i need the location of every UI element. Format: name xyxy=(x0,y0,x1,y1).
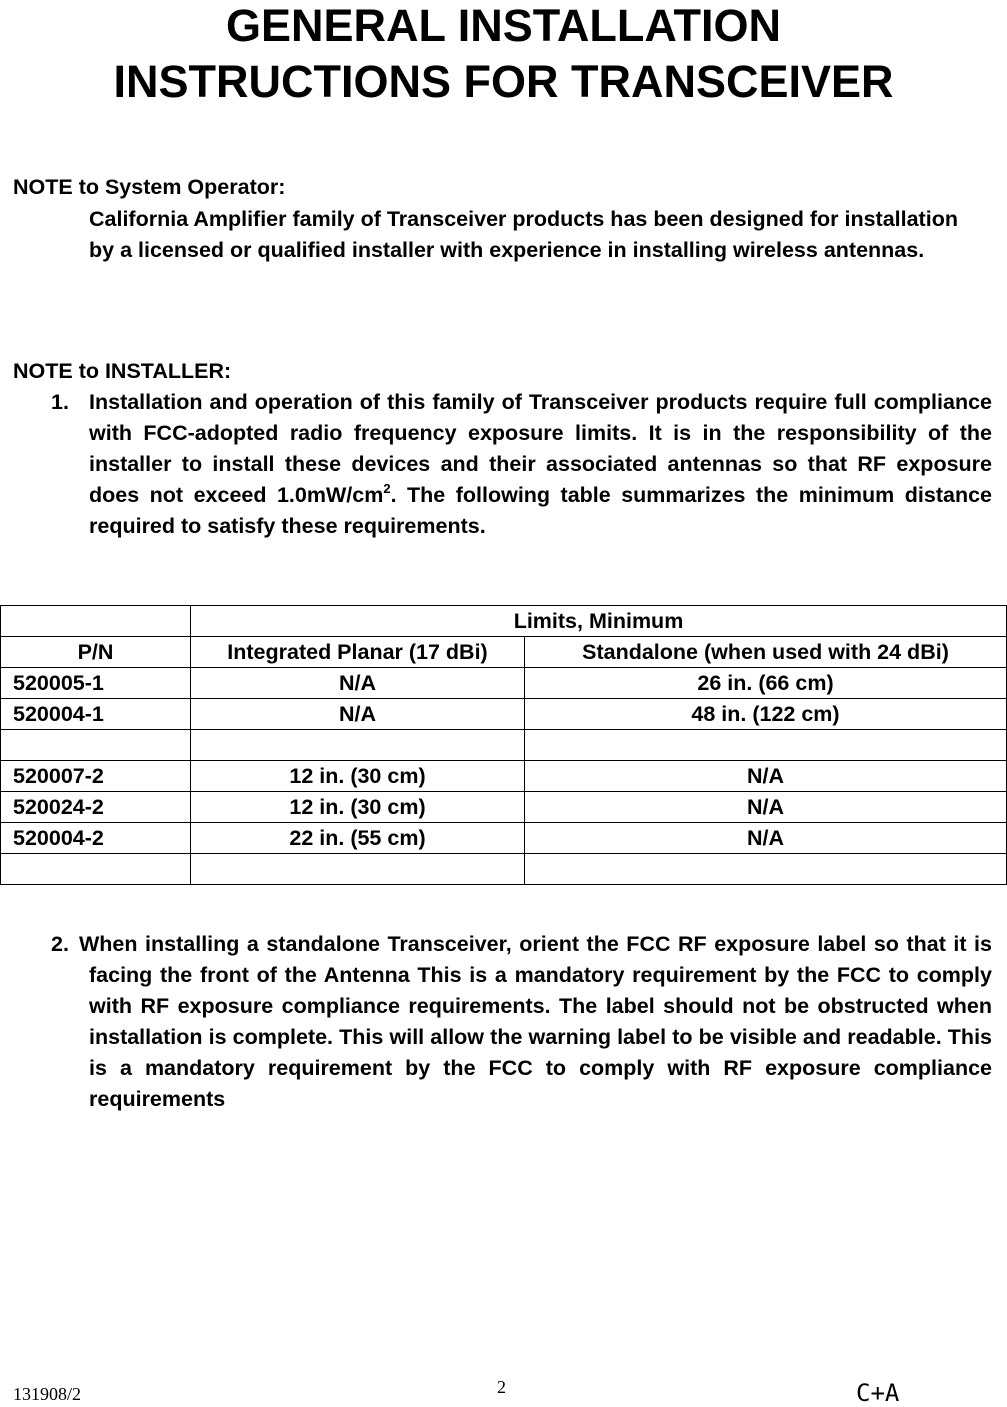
item-1-superscript: 2 xyxy=(383,481,391,496)
title-line-2: INSTRUCTIONS FOR TRANSCEIVER xyxy=(113,56,894,107)
table-cell-pn: 520004-1 xyxy=(1,699,191,730)
footer-document-number: 131908/2 xyxy=(13,1384,82,1404)
table-row xyxy=(1,792,1007,823)
item-1-number: 1. xyxy=(51,390,69,414)
table-cell-pn xyxy=(1,730,191,761)
limits-table xyxy=(0,605,1007,885)
item-1-text-a: Installation and operation of this family of Transceiver products require full compliance with FCC-adopted radio frequency exposure limits. It is in the responsibility of the installer to install these devices and their associated antennas so that RF exposure does not exceed 1.0mW/cm xyxy=(89,390,992,507)
table-group-header: Limits, Minimum xyxy=(191,606,1007,637)
table-cell-integrated xyxy=(191,730,525,761)
table-column-header-row xyxy=(1,637,1007,668)
table-column-header: Standalone (when used with 24 dBi) xyxy=(525,637,1007,668)
table-column-header: Integrated Planar (17 dBi) xyxy=(191,637,525,668)
table-cell-standalone: 48 in. (122 cm) xyxy=(525,699,1007,730)
item-2-number: 2. xyxy=(51,932,69,956)
table-cell-pn: 520005-1 xyxy=(1,668,191,699)
table-column-header: P/N xyxy=(1,637,191,668)
table-row xyxy=(1,668,1007,699)
installer-note-heading: NOTE to INSTALLER: xyxy=(13,359,232,383)
item-1-text-b: . The following table summarizes the minimum distance required to satisfy these requirements. xyxy=(89,483,992,538)
table-row xyxy=(1,823,1007,854)
item-2-text: When installing a standalone Transceiver, orient the FCC RF exposure label so that it is facing the front of the Antenna This is a mandatory requirement by the FCC to comply with RF exposure compliance requirements. The label should not be obstructed when installation is complete. This will allow the warning label to be visible and readable. This is a mandatory requirement by the FCC to comply with RF exposure compliance requirements xyxy=(79,932,992,1111)
item-1-text xyxy=(89,387,992,542)
table-cell-integrated: N/A xyxy=(191,668,525,699)
table-cell-integrated: N/A xyxy=(191,699,525,730)
table-row xyxy=(1,854,1007,885)
table-cell-standalone: 26 in. (66 cm) xyxy=(525,668,1007,699)
table-cell-integrated: 12 in. (30 cm) xyxy=(191,792,525,823)
operator-note-heading: NOTE to System Operator: xyxy=(13,175,286,199)
table-cell-pn: 520024-2 xyxy=(1,792,191,823)
table-cell-standalone: N/A xyxy=(525,761,1007,792)
table-cell-standalone: N/A xyxy=(525,792,1007,823)
title-line-1: GENERAL INSTALLATION xyxy=(226,0,781,51)
table-cell-integrated: 12 in. (30 cm) xyxy=(191,761,525,792)
table-cell-standalone xyxy=(525,854,1007,885)
table-row xyxy=(1,730,1007,761)
table-cell-pn: 520007-2 xyxy=(1,761,191,792)
table-empty-corner xyxy=(1,606,191,637)
table-group-header-row xyxy=(1,606,1007,637)
table-cell-standalone: N/A xyxy=(525,823,1007,854)
table-cell-pn: 520004-2 xyxy=(1,823,191,854)
table-row xyxy=(1,699,1007,730)
table-cell-integrated xyxy=(191,854,525,885)
table-cell-integrated: 22 in. (55 cm) xyxy=(191,823,525,854)
footer-brand: C+A xyxy=(856,1379,900,1407)
footer-page-number: 2 xyxy=(497,1377,506,1397)
table-cell-standalone xyxy=(525,730,1007,761)
table-row xyxy=(1,761,1007,792)
page-title xyxy=(0,0,1007,108)
operator-note-body: California Amplifier family of Transceiver products has been designed for installation by a licensed or qualified installer with experience in installing wireless antennas. xyxy=(89,207,958,262)
table-cell-pn xyxy=(1,854,191,885)
